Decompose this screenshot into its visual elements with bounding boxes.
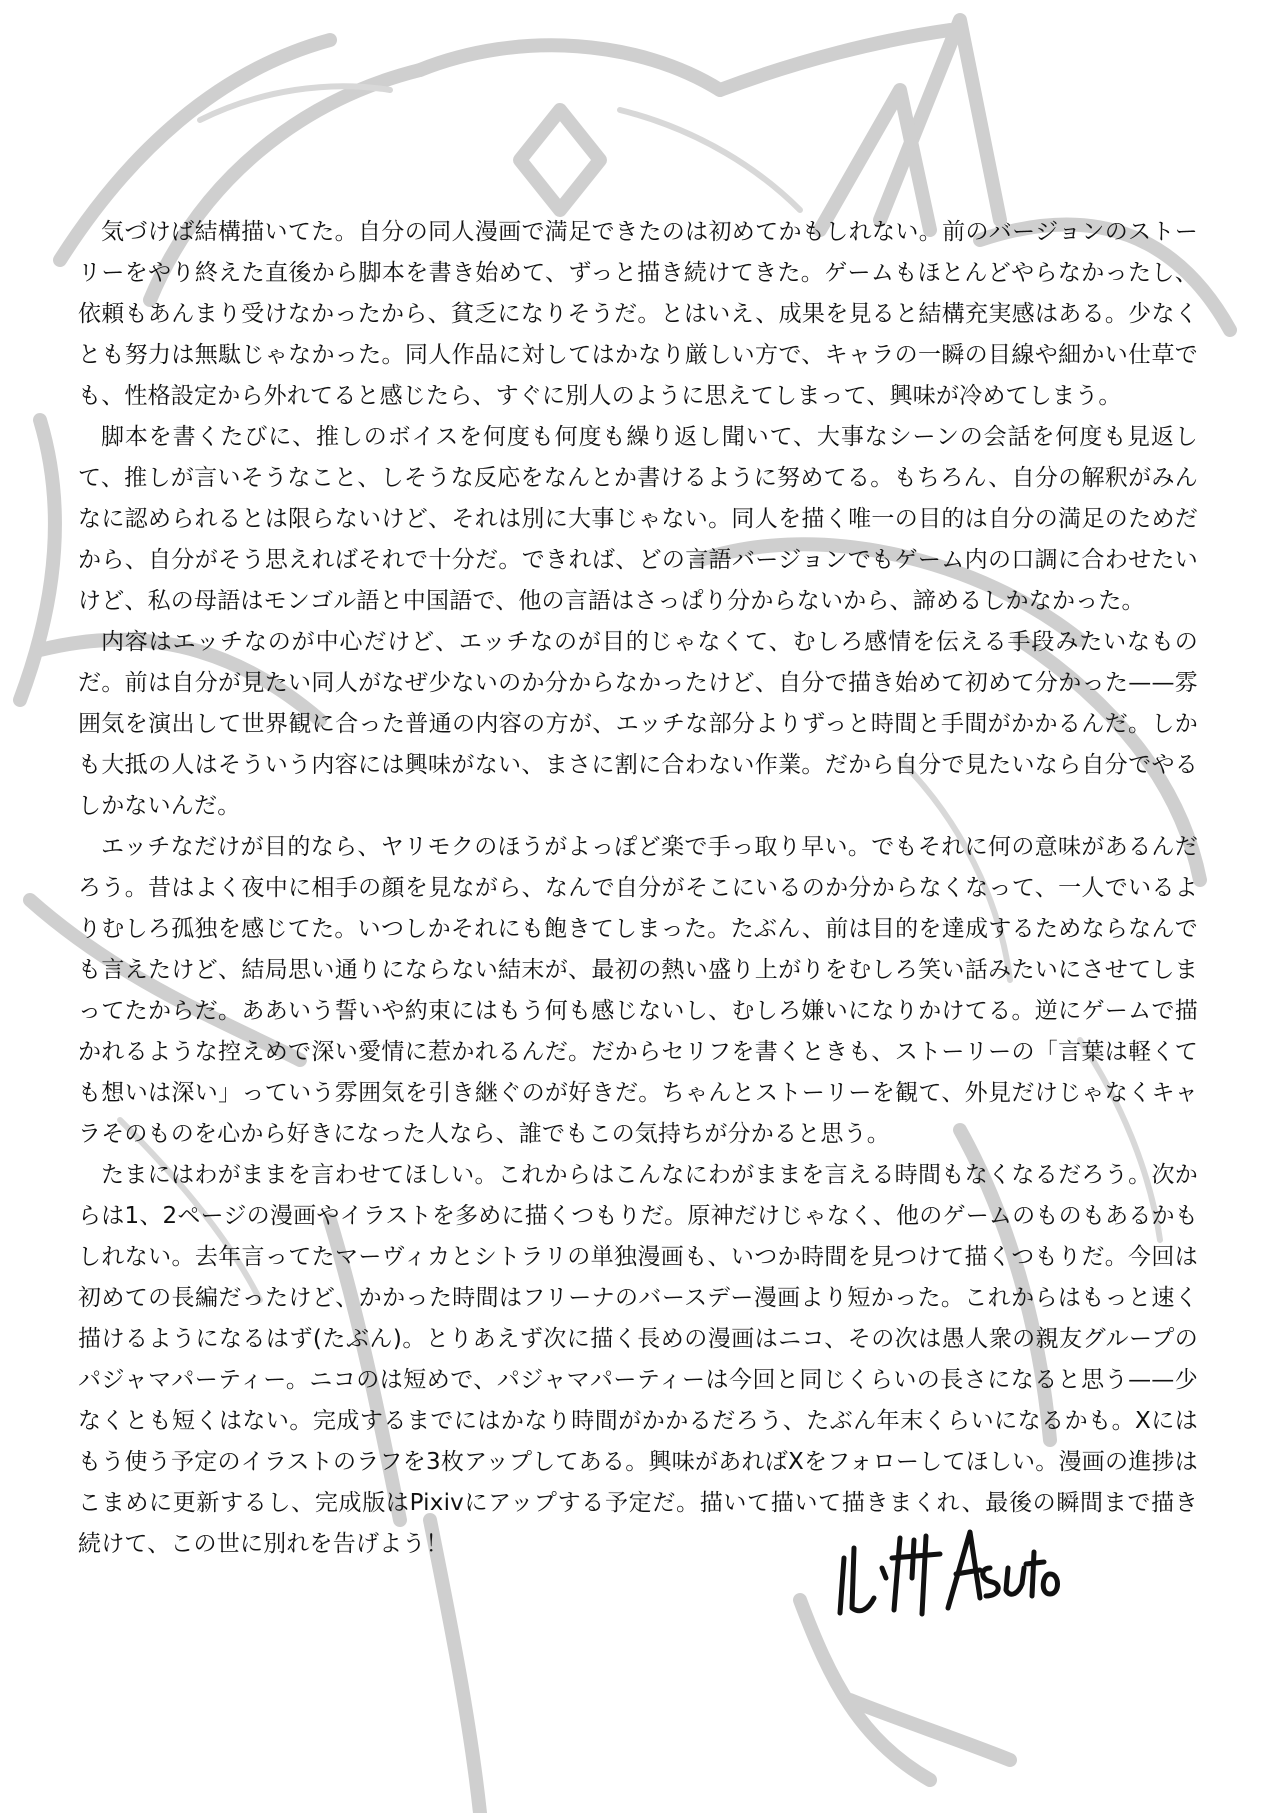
leg-outline [800, 1600, 930, 1780]
hair-strand [420, 45, 720, 90]
ear-outline [880, 20, 1000, 220]
afterword-text [78, 212, 1198, 1565]
paragraph: 脚本を書くたびに、推しのボイスを何度も何度も繰り返し聞いて、大事なシーンの会話を何度も見返して、推しが言いそうなこと、しそうな反応をなんとか書けるように努めてる。もちろん、自分の解釈がみんなに認められるとは限らないけど、それは別に大事じゃない。同人を描く唯一の目的は自分の満足のためだから、自分がそう思えればそれで十分だ。できれば、どの言語バージョンでもゲーム内の口調に合わせたいけど、私の母語はモンゴル語と中国語で、他の言語はさっぱり分からないから、諦めるしかなかった。 [78, 424, 1198, 614]
hair-strand [720, 30, 950, 90]
paragraph: 内容はエッチなのが中心だけど、エッチなのが目的じゃなくて、むしろ感情を伝える手段みたいなものだ。前は自分が見たい同人がなぜ少ないのか分からなかったけど、自分で描き始めて初めて分かった——雰囲気を演出して世界観に合った普通の内容の方が、エッチな部分よりずっと時間と手間がかかるんだ。しかも大抵の人はそういう内容には興味がない、まさに割に合わない作業。だから自分で見たいなら自分でやるしかないんだ。 [78, 629, 1198, 819]
author-signature [830, 1518, 1060, 1618]
paragraph: エッチなだけが目的なら、ヤリモクのほうがよっぽど楽で手っ取り早い。でもそれに何の意味があるんだろう。昔はよく夜中に相手の顔を見ながら、なんで自分がそこにいるのか分からなくなって、一人でいるよりむしろ孤独を感じてた。いつしかそれにも飽きてしまった。たぶん、前は目的を達成するためならなんでも言えたけど、結局思い通りにならない結末が、最初の熱い盛り上がりをむしろ笑い話みたいにさせてしまってたからだ。ああいう誓いや約束にはもう何も感じないし、むしろ嫌いになりかけてる。逆にゲームで描かれるような控えめで深い愛情に惹かれるんだ。だからセリフを書くときも、ストーリーの「言葉は軽くても想いは深い」っていう雰囲気を引き継ぐのが好きだ。ちゃんとストーリーを観て、外見だけじゃなくキャラそのものを心から好きになった人なら、誰でもこの気持ちが分かると思う。 [78, 834, 1198, 1147]
paragraph: 気づけば結構描いてた。自分の同人漫画で満足できたのは初めてかもしれない。前のバージョンのストーリーをやり終えた直後から脚本を書き始めて、ずっと描き続けてきた。ゲームもほとんどやらなかったし、依頼もあんまり受けなかったから、貧乏になりそうだ。とはいえ、成果を見ると結構充実感はある。少なくとも努力は無駄じゃなかった。同人作品に対してはかなり厳しい方で、キャラの一瞬の目線や細かい仕草でも、性格設定から外れてると感じたら、すぐに別人のように思えてしまって、興味が冷めてしまう。 [78, 219, 1198, 409]
ear-outline [820, 90, 930, 230]
hair-ornament [520, 110, 600, 210]
paragraph: たまにはわがままを言わせてほしい。これからはこんなにわがままを言える時間もなくなるだろう。次からは1、2ページの漫画やイラストを多めに描くつもりだ。原神だけじゃなく、他のゲームのものもあるかもしれない。去年言ってたマーヴィカとシトラリの単独漫画も、いつか時間を見つけて描くつもりだ。今回は初めての長編だったけど、かかった時間はフリーナのバースデー漫画より短かった。これからはもっと速く描けるようになるはず(たぶん)。とりあえず次に描く長めの漫画はニコ、その次は愚人衆の親友グループのパジャマパーティー。ニコのは短めで、パジャマパーティーは今回と同じくらいの長さになると思う——少なくとも短くはない。完成するまでにはかなり時間がかかるだろう、たぶん年末くらいになるかも。Xにはもう使う予定のイラストのラフを3枚アップしてある。興味があればXをフォローしてほしい。漫画の進捗はこまめに更新するし、完成版はPixivにアップする予定だ。描いて描いて描きまくれ、最後の瞬間まで描き続けて、この世に別れを告げよう！ [78, 1162, 1198, 1557]
hair-detail [620, 110, 800, 210]
hair-strand [20, 420, 55, 700]
